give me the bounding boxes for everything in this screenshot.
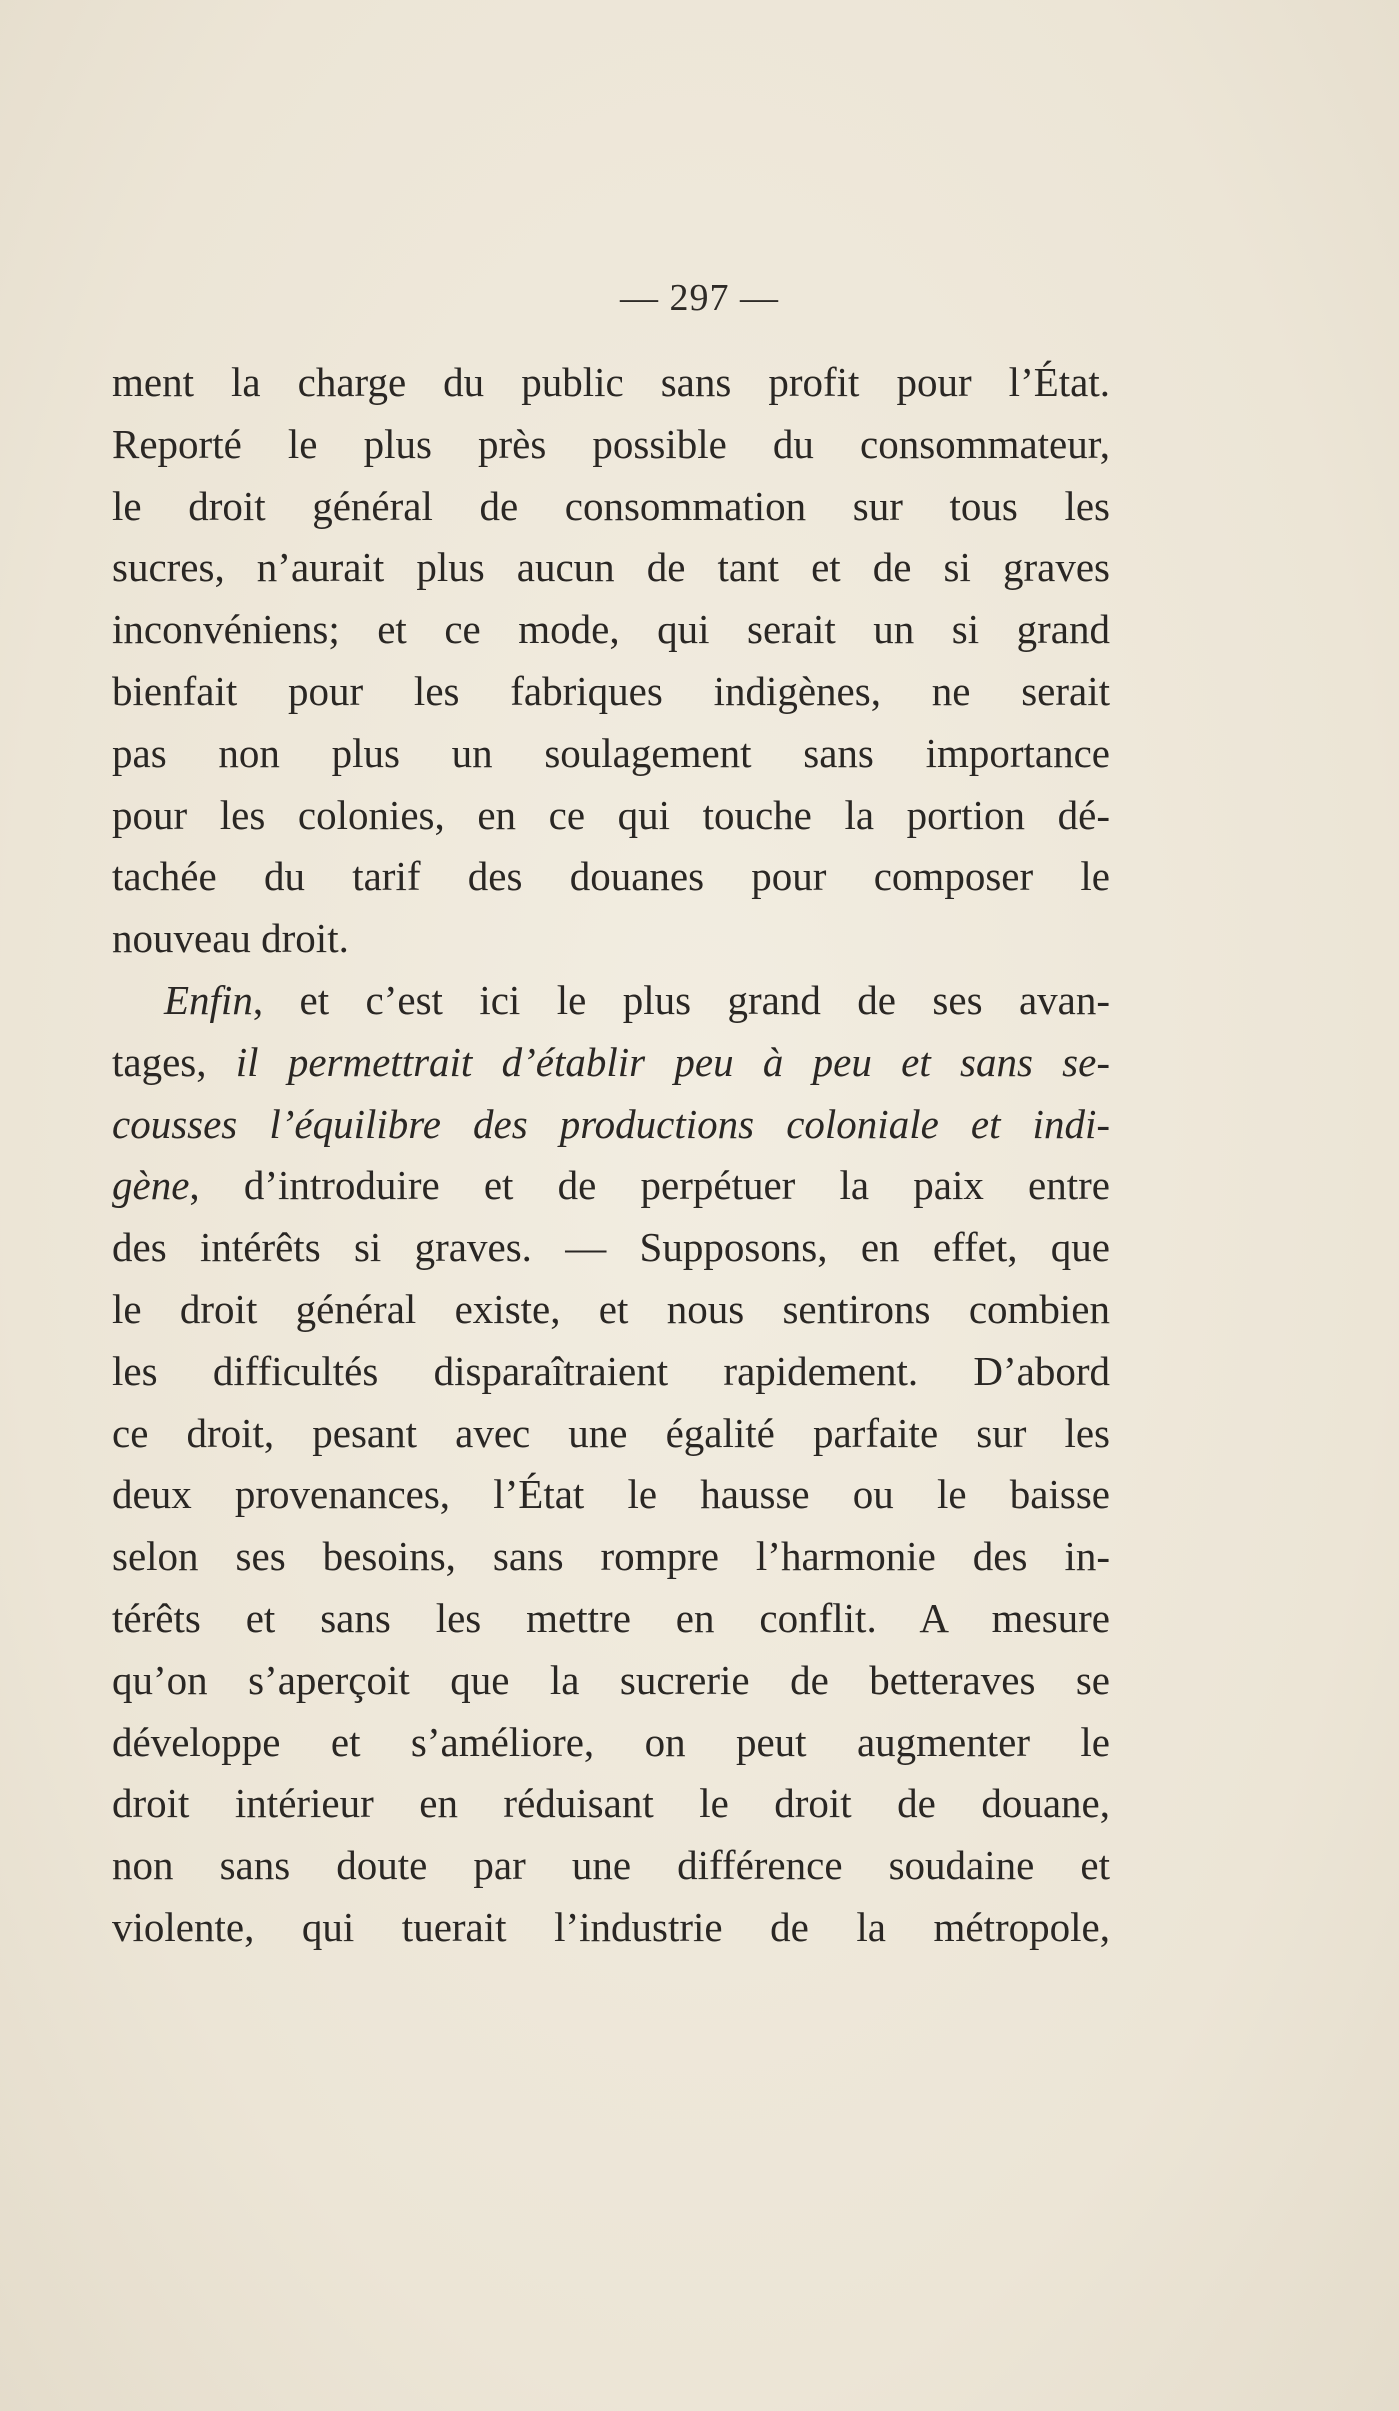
text-line: pour les colonies, en ce qui touche la portion dé- <box>112 791 1110 838</box>
text-line-paragraph-end: nouveau droit. <box>112 915 349 962</box>
page-number: — 297 — <box>620 277 779 319</box>
italic-text: gène <box>112 1162 190 1209</box>
text-line: non sans doute par une différence soudaine et <box>112 1842 1110 1889</box>
text-line: pas non plus un soulagement sans importance <box>112 729 1110 776</box>
text-line: Reporté le plus près possible du consommateur, <box>112 420 1110 467</box>
italic-text: Enfin <box>164 976 253 1023</box>
text-line: les difficultés disparaîtraient rapidement. D’abord <box>112 1347 1110 1394</box>
text-line: le droit général de consommation sur tous les <box>112 482 1110 529</box>
text-line: violente, qui tuerait l’industrie de la métropole, <box>112 1903 1110 1950</box>
text-line: ment la charge du public sans profit pour l’État. <box>112 359 1110 405</box>
text-line: bienfait pour les fabriques indigènes, ne serait <box>112 667 1110 714</box>
text-line: le droit général existe, et nous sentirons combien <box>112 1285 1110 1332</box>
italic-text: cousses l’équilibre des productions coloniale et indi- <box>112 1100 1110 1147</box>
text-line: gène, d’introduire et de perpétuer la paix entre <box>112 1162 1110 1209</box>
text-line: selon ses besoins, sans rompre l’harmonie des in- <box>112 1533 1110 1580</box>
text-line: ce droit, pesant avec une égalité parfaite sur les <box>112 1409 1110 1456</box>
text-line: qu’on s’aperçoit que la sucrerie de betteraves se <box>112 1656 1110 1703</box>
text-line: tachée du tarif des douanes pour composer le <box>112 853 1110 900</box>
text-line: sucres, n’aurait plus aucun de tant et de si graves <box>112 544 1110 591</box>
text-line: droit intérieur en réduisant le droit de douane, <box>112 1780 1110 1827</box>
text-line: deux provenances, l’État le hausse ou le baisse <box>112 1471 1110 1518</box>
text-line: inconvéniens; et ce mode, qui serait un si grand <box>112 606 1110 653</box>
italic-text: il permettrait d’établir peu à peu et sans se- <box>235 1038 1110 1085</box>
text-line: développe et s’améliore, on peut augmenter le <box>112 1718 1110 1765</box>
text-line: térêts et sans les mettre en conflit. A mesure <box>112 1594 1110 1641</box>
text-line-paragraph-start: Enfin, et c’est ici le plus grand de ses avan- <box>164 976 1110 1023</box>
text-line: des intérêts si graves. — Supposons, en effet, que <box>112 1224 1110 1271</box>
text-line: tages, il permettrait d’établir peu à peu et sans se- <box>112 1038 1110 1085</box>
text-line <box>112 1094 1110 1156</box>
body-text <box>112 352 1110 1959</box>
